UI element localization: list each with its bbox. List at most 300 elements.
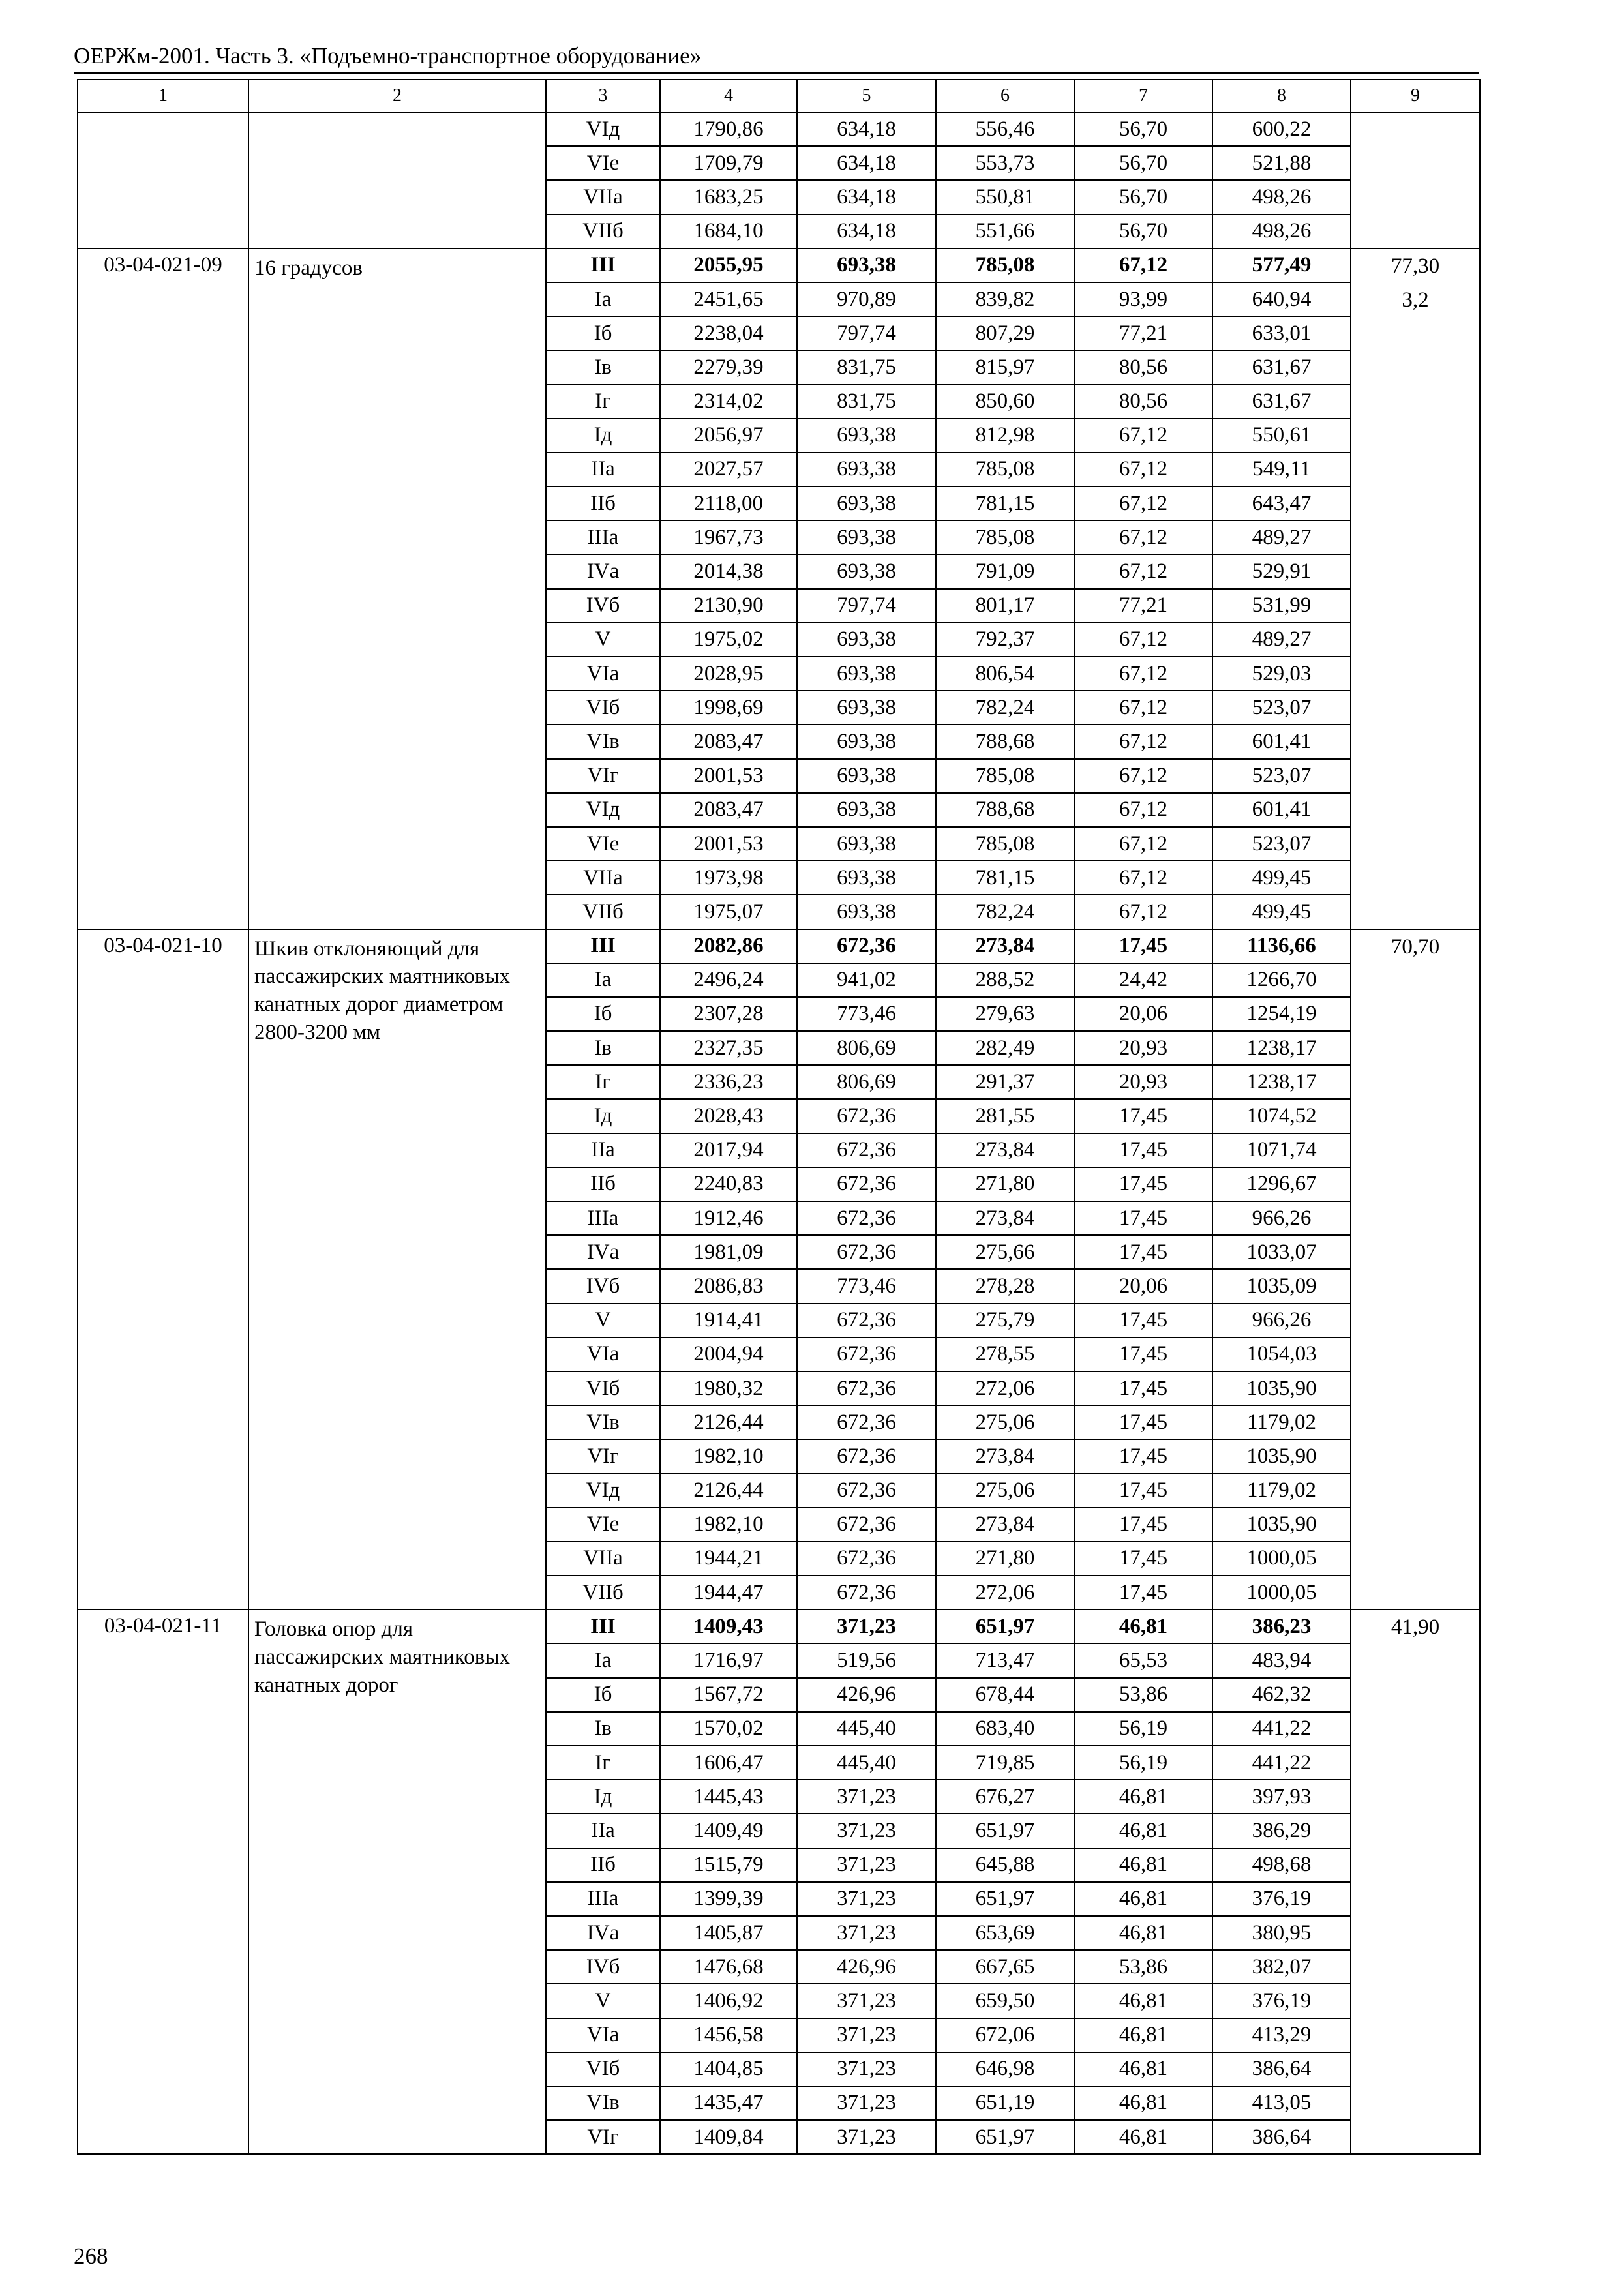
value-cell: 46,81 <box>1074 1814 1212 1848</box>
value-cell: 966,26 <box>1212 1304 1351 1338</box>
value-cell: 17,45 <box>1074 1542 1212 1576</box>
value-cell: 672,36 <box>797 1133 936 1167</box>
value-cell: 65,53 <box>1074 1643 1212 1677</box>
value-cell: 2307,28 <box>660 997 797 1031</box>
value-cell: 693,38 <box>797 793 936 827</box>
value-cell: 413,29 <box>1212 2018 1351 2052</box>
value-cell: 601,41 <box>1212 793 1351 827</box>
col9-cell <box>1351 248 1480 929</box>
column-number-cell: 5 <box>797 80 936 112</box>
value-cell: IIIа <box>546 1201 660 1235</box>
value-cell: 53,86 <box>1074 1678 1212 1712</box>
item-name-cell: 16 градусов <box>248 248 546 929</box>
value-cell: 2126,44 <box>660 1474 797 1508</box>
item-name-cell <box>248 112 546 248</box>
value-cell: 46,81 <box>1074 2018 1212 2052</box>
value-cell: 2027,57 <box>660 453 797 486</box>
value-cell: Iв <box>546 1712 660 1746</box>
value-cell: 693,38 <box>797 861 936 895</box>
value-cell: 782,24 <box>936 895 1074 929</box>
value-cell: 380,95 <box>1212 1916 1351 1950</box>
value-cell: 371,23 <box>797 1848 936 1882</box>
value-cell: 801,17 <box>936 589 1074 623</box>
value-cell: Iд <box>546 1099 660 1133</box>
value-cell: 445,40 <box>797 1746 936 1780</box>
value-cell: 80,56 <box>1074 385 1212 419</box>
value-cell: 273,84 <box>936 1439 1074 1473</box>
value-cell: 278,28 <box>936 1269 1074 1303</box>
value-cell: IVб <box>546 1269 660 1303</box>
value-cell: 683,40 <box>936 1712 1074 1746</box>
value-cell: Iг <box>546 1746 660 1780</box>
value-cell: 2001,53 <box>660 759 797 793</box>
value-cell: 67,12 <box>1074 520 1212 554</box>
value-cell: 797,74 <box>797 589 936 623</box>
value-cell: 46,81 <box>1074 1609 1212 1643</box>
value-cell: 80,56 <box>1074 350 1212 384</box>
value-cell: 651,97 <box>936 2120 1074 2154</box>
value-cell: IIб <box>546 486 660 520</box>
value-cell: 67,12 <box>1074 486 1212 520</box>
value-cell: 371,23 <box>797 1609 936 1643</box>
value-cell: 1975,02 <box>660 623 797 657</box>
value-cell: 1035,90 <box>1212 1371 1351 1405</box>
value-cell: 1683,25 <box>660 180 797 214</box>
value-cell: 1570,02 <box>660 1712 797 1746</box>
value-cell: 2327,35 <box>660 1031 797 1065</box>
value-cell: 1716,97 <box>660 1643 797 1677</box>
value-cell: 672,36 <box>797 929 936 963</box>
value-cell: 1456,58 <box>660 2018 797 2052</box>
value-cell: 376,19 <box>1212 1984 1351 2018</box>
value-cell: 1238,17 <box>1212 1065 1351 1099</box>
value-cell: III <box>546 1609 660 1643</box>
column-number-cell: 8 <box>1212 80 1351 112</box>
value-cell: 1136,66 <box>1212 929 1351 963</box>
value-cell: 645,88 <box>936 1848 1074 1882</box>
value-cell: VIIа <box>546 861 660 895</box>
value-cell: 1476,68 <box>660 1950 797 1984</box>
value-cell: VIе <box>546 146 660 180</box>
value-cell: 20,06 <box>1074 997 1212 1031</box>
value-cell: Iа <box>546 963 660 997</box>
value-cell: VIа <box>546 1338 660 1371</box>
value-cell: 672,06 <box>936 2018 1074 2052</box>
value-cell: IVб <box>546 1950 660 1984</box>
value-cell: VIIа <box>546 1542 660 1576</box>
value-cell: 17,45 <box>1074 1167 1212 1201</box>
value-cell: 651,97 <box>936 1609 1074 1643</box>
value-cell: IVа <box>546 1916 660 1950</box>
value-cell: 426,96 <box>797 1950 936 1984</box>
value-cell: 815,97 <box>936 350 1074 384</box>
value-cell: 1790,86 <box>660 112 797 146</box>
value-cell: 785,08 <box>936 453 1074 486</box>
value-cell: 523,07 <box>1212 827 1351 861</box>
col9-value: 77,30 <box>1391 254 1440 278</box>
value-cell: IVа <box>546 554 660 588</box>
value-cell: 67,12 <box>1074 895 1212 929</box>
value-cell: VIг <box>546 759 660 793</box>
column-number-cell: 7 <box>1074 80 1212 112</box>
value-cell: 46,81 <box>1074 1984 1212 2018</box>
value-cell: 1944,21 <box>660 1542 797 1576</box>
value-cell: 529,03 <box>1212 657 1351 691</box>
value-cell: 1914,41 <box>660 1304 797 1338</box>
value-cell: 2118,00 <box>660 486 797 520</box>
value-cell: IIб <box>546 1167 660 1201</box>
value-cell: 631,67 <box>1212 385 1351 419</box>
value-cell: 631,67 <box>1212 350 1351 384</box>
value-cell: 1606,47 <box>660 1746 797 1780</box>
column-number-cell: 2 <box>248 80 546 112</box>
value-cell: 386,64 <box>1212 2052 1351 2086</box>
value-cell: 483,94 <box>1212 1643 1351 1677</box>
value-cell: 67,12 <box>1074 725 1212 758</box>
value-cell: 577,49 <box>1212 248 1351 282</box>
value-cell: 713,47 <box>936 1643 1074 1677</box>
value-cell: 46,81 <box>1074 1916 1212 1950</box>
value-cell: 17,45 <box>1074 1133 1212 1167</box>
value-cell: 371,23 <box>797 1984 936 2018</box>
value-cell: 371,23 <box>797 1814 936 1848</box>
value-cell: VIе <box>546 827 660 861</box>
value-cell: 371,23 <box>797 1882 936 1916</box>
value-cell: IIа <box>546 1814 660 1848</box>
item-code-cell: 03-04-021-09 <box>78 248 248 929</box>
value-cell: 672,36 <box>797 1167 936 1201</box>
value-cell: 693,38 <box>797 895 936 929</box>
value-cell: VIг <box>546 2120 660 2154</box>
value-cell: 1975,07 <box>660 895 797 929</box>
col9-cell <box>1351 929 1480 1610</box>
value-cell: 812,98 <box>936 419 1074 453</box>
value-cell: 1998,69 <box>660 691 797 725</box>
value-cell: 549,11 <box>1212 453 1351 486</box>
value-cell: 413,05 <box>1212 2086 1351 2120</box>
value-cell: 46,81 <box>1074 2120 1212 2154</box>
value-cell: 1684,10 <box>660 215 797 248</box>
value-cell: 797,74 <box>797 316 936 350</box>
item-name-cell: Шкив отклоняющий для пассажирских маятниковых канатных дорог диаметром 2800-3200 мм <box>248 929 546 1610</box>
value-cell: 672,36 <box>797 1338 936 1371</box>
value-cell: 371,23 <box>797 2120 936 2154</box>
value-cell: 1000,05 <box>1212 1576 1351 1609</box>
value-cell: 693,38 <box>797 691 936 725</box>
value-cell: VIб <box>546 1371 660 1405</box>
value-cell: 24,42 <box>1074 963 1212 997</box>
value-cell: 2083,47 <box>660 793 797 827</box>
value-cell: 785,08 <box>936 827 1074 861</box>
value-cell: 839,82 <box>936 282 1074 316</box>
value-cell: 2130,90 <box>660 589 797 623</box>
value-cell: Iб <box>546 316 660 350</box>
value-cell: VIв <box>546 1405 660 1439</box>
value-cell: 807,29 <box>936 316 1074 350</box>
value-cell: V <box>546 1304 660 1338</box>
value-cell: 550,81 <box>936 180 1074 214</box>
value-cell: 273,84 <box>936 1133 1074 1167</box>
value-cell: 693,38 <box>797 759 936 793</box>
value-cell: 67,12 <box>1074 861 1212 895</box>
value-cell: 806,69 <box>797 1065 936 1099</box>
value-cell: VIIб <box>546 215 660 248</box>
value-cell: 67,12 <box>1074 691 1212 725</box>
value-cell: 376,19 <box>1212 1882 1351 1916</box>
value-cell: Iа <box>546 282 660 316</box>
value-cell: 529,91 <box>1212 554 1351 588</box>
value-cell: 56,70 <box>1074 146 1212 180</box>
value-cell: IIб <box>546 1848 660 1882</box>
value-cell: 550,61 <box>1212 419 1351 453</box>
value-cell: 499,45 <box>1212 861 1351 895</box>
value-cell: 2028,95 <box>660 657 797 691</box>
value-cell: 693,38 <box>797 554 936 588</box>
value-cell: 672,36 <box>797 1235 936 1269</box>
value-cell: 1179,02 <box>1212 1405 1351 1439</box>
value-cell: 653,69 <box>936 1916 1074 1950</box>
value-cell: 489,27 <box>1212 520 1351 554</box>
value-cell: IIIа <box>546 1882 660 1916</box>
value-cell: 1445,43 <box>660 1780 797 1814</box>
value-cell: Iд <box>546 1780 660 1814</box>
value-cell: 2056,97 <box>660 419 797 453</box>
value-cell: 788,68 <box>936 793 1074 827</box>
value-cell: 2238,04 <box>660 316 797 350</box>
table-row <box>78 112 1480 146</box>
value-cell: 20,06 <box>1074 1269 1212 1303</box>
value-cell: 672,36 <box>797 1542 936 1576</box>
col9-cell <box>1351 112 1480 248</box>
value-cell: 2017,94 <box>660 1133 797 1167</box>
value-cell: IVа <box>546 1235 660 1269</box>
value-cell: 2055,95 <box>660 248 797 282</box>
value-cell: VIб <box>546 691 660 725</box>
value-cell: 634,18 <box>797 215 936 248</box>
header-divider <box>74 72 1479 74</box>
value-cell: 1709,79 <box>660 146 797 180</box>
value-cell: 67,12 <box>1074 419 1212 453</box>
value-cell: 693,38 <box>797 520 936 554</box>
value-cell: Iв <box>546 350 660 384</box>
value-cell: 672,36 <box>797 1405 936 1439</box>
value-cell: 382,07 <box>1212 1950 1351 1984</box>
value-cell: 1074,52 <box>1212 1099 1351 1133</box>
value-cell: 1254,19 <box>1212 997 1351 1031</box>
value-cell: 46,81 <box>1074 2052 1212 2086</box>
value-cell: 77,21 <box>1074 316 1212 350</box>
value-cell: 67,12 <box>1074 248 1212 282</box>
col9-value: 41,90 <box>1391 1615 1440 1639</box>
value-cell: 17,45 <box>1074 1474 1212 1508</box>
value-cell: III <box>546 929 660 963</box>
value-cell: 831,75 <box>797 385 936 419</box>
value-cell: 678,44 <box>936 1678 1074 1712</box>
value-cell: 556,46 <box>936 112 1074 146</box>
value-cell: 519,56 <box>797 1643 936 1677</box>
value-cell: 600,22 <box>1212 112 1351 146</box>
value-cell: 1404,85 <box>660 2052 797 2086</box>
value-cell: 719,85 <box>936 1746 1074 1780</box>
value-cell: 67,12 <box>1074 827 1212 861</box>
value-cell: 634,18 <box>797 146 936 180</box>
value-cell: 46,81 <box>1074 1882 1212 1916</box>
value-cell: 693,38 <box>797 486 936 520</box>
value-cell: VIв <box>546 725 660 758</box>
value-cell: 640,94 <box>1212 282 1351 316</box>
value-cell: 659,50 <box>936 1984 1074 2018</box>
value-cell: VIд <box>546 793 660 827</box>
value-cell: 17,45 <box>1074 1235 1212 1269</box>
value-cell: 785,08 <box>936 520 1074 554</box>
value-cell: 20,93 <box>1074 1065 1212 1099</box>
value-cell: 489,27 <box>1212 623 1351 657</box>
value-cell: Iг <box>546 385 660 419</box>
value-cell: 672,36 <box>797 1304 936 1338</box>
value-cell: VIIа <box>546 180 660 214</box>
value-cell: 67,12 <box>1074 657 1212 691</box>
value-cell: 1054,03 <box>1212 1338 1351 1371</box>
value-cell: 773,46 <box>797 1269 936 1303</box>
value-cell: 693,38 <box>797 657 936 691</box>
page-number: 268 <box>74 2243 108 2269</box>
price-table-container <box>77 79 1479 2155</box>
value-cell: IIа <box>546 1133 660 1167</box>
value-cell: 693,38 <box>797 453 936 486</box>
value-cell: 693,38 <box>797 623 936 657</box>
value-cell: III <box>546 248 660 282</box>
value-cell: 371,23 <box>797 2018 936 2052</box>
value-cell: 553,73 <box>936 146 1074 180</box>
value-cell: 1405,87 <box>660 1916 797 1950</box>
value-cell: 791,09 <box>936 554 1074 588</box>
value-cell: 646,98 <box>936 2052 1074 2086</box>
value-cell: 785,08 <box>936 248 1074 282</box>
col9-cell <box>1351 1609 1480 2154</box>
value-cell: 2086,83 <box>660 1269 797 1303</box>
value-cell: 634,18 <box>797 112 936 146</box>
value-cell: 17,45 <box>1074 1439 1212 1473</box>
value-cell: VIв <box>546 2086 660 2120</box>
value-cell: 601,41 <box>1212 725 1351 758</box>
value-cell: 273,84 <box>936 1201 1074 1235</box>
item-code-cell <box>78 112 248 248</box>
value-cell: 386,64 <box>1212 2120 1351 2154</box>
value-cell: 672,36 <box>797 1576 936 1609</box>
value-cell: 850,60 <box>936 385 1074 419</box>
value-cell: 275,06 <box>936 1474 1074 1508</box>
value-cell: 371,23 <box>797 1780 936 1814</box>
value-cell: 2004,94 <box>660 1338 797 1371</box>
value-cell: 1035,90 <box>1212 1508 1351 1542</box>
value-cell: VIIб <box>546 895 660 929</box>
value-cell: 1409,84 <box>660 2120 797 2154</box>
value-cell: 386,23 <box>1212 1609 1351 1643</box>
value-cell: 56,19 <box>1074 1746 1212 1780</box>
column-number-cell: 1 <box>78 80 248 112</box>
value-cell: 1967,73 <box>660 520 797 554</box>
value-cell: 271,80 <box>936 1167 1074 1201</box>
value-cell: 445,40 <box>797 1712 936 1746</box>
value-cell: 970,89 <box>797 282 936 316</box>
value-cell: 498,26 <box>1212 215 1351 248</box>
value-cell: 693,38 <box>797 248 936 282</box>
value-cell: 831,75 <box>797 350 936 384</box>
value-cell: Iг <box>546 1065 660 1099</box>
value-cell: 1980,32 <box>660 1371 797 1405</box>
value-cell: 46,81 <box>1074 2086 1212 2120</box>
value-cell: 773,46 <box>797 997 936 1031</box>
value-cell: 17,45 <box>1074 1371 1212 1405</box>
value-cell: 1409,43 <box>660 1609 797 1643</box>
value-cell: 17,45 <box>1074 1576 1212 1609</box>
value-cell: 67,12 <box>1074 793 1212 827</box>
value-cell: 788,68 <box>936 725 1074 758</box>
value-cell: 17,45 <box>1074 1338 1212 1371</box>
value-cell: 672,36 <box>797 1201 936 1235</box>
value-cell: 1435,47 <box>660 2086 797 2120</box>
value-cell: 966,26 <box>1212 1201 1351 1235</box>
value-cell: 523,07 <box>1212 759 1351 793</box>
value-cell: 651,97 <box>936 1814 1074 1848</box>
value-cell: 521,88 <box>1212 146 1351 180</box>
value-cell: 806,54 <box>936 657 1074 691</box>
value-cell: 272,06 <box>936 1371 1074 1405</box>
value-cell: IIа <box>546 453 660 486</box>
value-cell: 531,99 <box>1212 589 1351 623</box>
value-cell: V <box>546 1984 660 2018</box>
value-cell: 67,12 <box>1074 759 1212 793</box>
value-cell: Iб <box>546 1678 660 1712</box>
value-cell: 1982,10 <box>660 1439 797 1473</box>
value-cell: 56,70 <box>1074 112 1212 146</box>
value-cell: 676,27 <box>936 1780 1074 1814</box>
value-cell: 792,37 <box>936 623 1074 657</box>
value-cell: 46,81 <box>1074 1848 1212 1882</box>
value-cell: 271,80 <box>936 1542 1074 1576</box>
value-cell: 371,23 <box>797 2052 936 2086</box>
value-cell: 782,24 <box>936 691 1074 725</box>
value-cell: 67,12 <box>1074 623 1212 657</box>
value-cell: 785,08 <box>936 759 1074 793</box>
value-cell: 1033,07 <box>1212 1235 1351 1269</box>
value-cell: 441,22 <box>1212 1712 1351 1746</box>
value-cell: 643,47 <box>1212 486 1351 520</box>
value-cell: 288,52 <box>936 963 1074 997</box>
value-cell: IVб <box>546 589 660 623</box>
value-cell: 56,19 <box>1074 1712 1212 1746</box>
value-cell: 275,06 <box>936 1405 1074 1439</box>
value-cell: 77,21 <box>1074 589 1212 623</box>
value-cell: 2240,83 <box>660 1167 797 1201</box>
value-cell: 67,12 <box>1074 554 1212 588</box>
value-cell: 498,68 <box>1212 1848 1351 1882</box>
table-row <box>78 248 1480 282</box>
value-cell: IIIа <box>546 520 660 554</box>
value-cell: 806,69 <box>797 1031 936 1065</box>
value-cell: 672,36 <box>797 1508 936 1542</box>
value-cell: 426,96 <box>797 1678 936 1712</box>
value-cell: 282,49 <box>936 1031 1074 1065</box>
value-cell: 371,23 <box>797 1916 936 1950</box>
value-cell: 523,07 <box>1212 691 1351 725</box>
value-cell: 634,18 <box>797 180 936 214</box>
col9-value: 70,70 <box>1391 935 1440 959</box>
value-cell: 651,19 <box>936 2086 1074 2120</box>
value-cell: 17,45 <box>1074 1405 1212 1439</box>
value-cell: 1179,02 <box>1212 1474 1351 1508</box>
value-cell: 279,63 <box>936 997 1074 1031</box>
